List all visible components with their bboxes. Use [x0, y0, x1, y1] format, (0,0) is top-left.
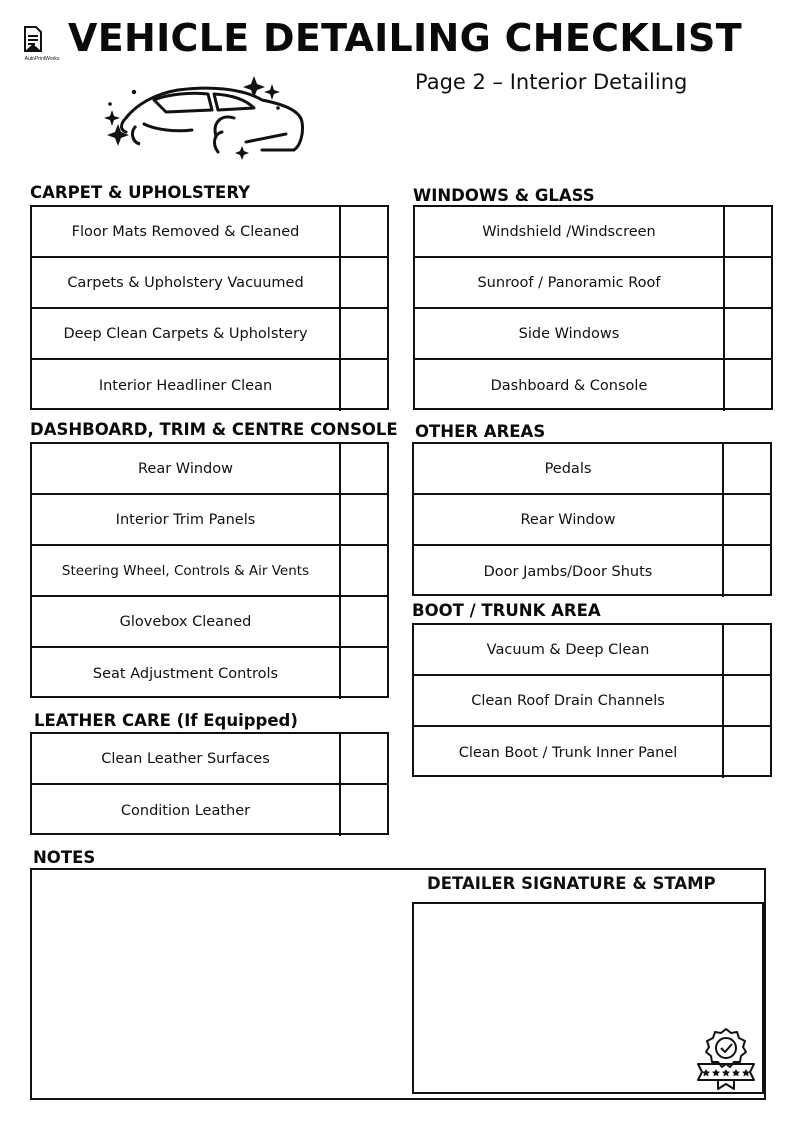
item-label: Sunroof / Panoramic Roof	[477, 274, 661, 291]
checkbox[interactable]	[339, 444, 387, 493]
checklist-row	[414, 495, 770, 546]
checkbox[interactable]	[339, 495, 387, 544]
checklist-row	[414, 727, 770, 778]
item-label: Clean Boot / Trunk Inner Panel	[458, 744, 678, 761]
checklist-row	[415, 360, 771, 411]
checkbox[interactable]	[723, 258, 771, 307]
page-subtitle: Page 2 – Interior Detailing	[415, 70, 688, 94]
checkbox[interactable]	[339, 309, 387, 358]
checkbox[interactable]	[339, 648, 387, 699]
checklist-row	[32, 597, 387, 648]
checklist-row	[32, 734, 387, 785]
item-label: Clean Roof Drain Channels	[471, 692, 665, 709]
checkbox[interactable]	[722, 625, 770, 674]
item-label: Interior Trim Panels	[115, 511, 256, 528]
checkbox[interactable]	[723, 207, 771, 256]
checklist-row	[415, 309, 771, 360]
item-label: Seat Adjustment Controls	[92, 665, 279, 682]
checkbox[interactable]	[722, 444, 770, 493]
checklist-row	[414, 625, 770, 676]
checklist-row	[32, 648, 387, 699]
item-label: Side Windows	[518, 325, 620, 342]
section-title-boot: BOOT / TRUNK AREA	[412, 601, 601, 620]
checklist-carpet	[30, 205, 389, 410]
item-label: Pedals	[544, 460, 592, 477]
award-stamp-icon	[694, 1026, 758, 1090]
item-label: Deep Clean Carpets & Upholstery	[63, 325, 308, 342]
item-label: Steering Wheel, Controls & Air Vents	[61, 562, 310, 579]
checkbox[interactable]	[722, 495, 770, 544]
item-label: Carpets & Upholstery Vacuumed	[67, 274, 304, 291]
checklist-dashboard	[30, 442, 389, 698]
checklist-row	[32, 495, 387, 546]
item-label: Windshield /Windscreen	[482, 223, 656, 240]
item-label: Dashboard & Console	[490, 377, 648, 394]
checklist-row	[414, 676, 770, 727]
item-label: Interior Headliner Clean	[98, 377, 273, 394]
section-title-carpet: CARPET & UPHOLSTERY	[30, 183, 251, 202]
checklist-row	[32, 546, 387, 597]
notes-title: NOTES	[33, 848, 96, 867]
checkbox[interactable]	[722, 676, 770, 725]
checkbox[interactable]	[339, 734, 387, 783]
item-label: Clean Leather Surfaces	[101, 750, 270, 767]
item-label: Vacuum & Deep Clean	[486, 641, 650, 658]
checklist-row	[32, 360, 387, 411]
checkbox[interactable]	[722, 727, 770, 778]
checklist-row	[32, 207, 387, 258]
item-label: Door Jambs/Door Shuts	[483, 563, 653, 580]
checklist-windows	[413, 205, 773, 410]
checklist-row	[32, 258, 387, 309]
checklist-other	[412, 442, 772, 596]
item-label: Rear Window	[138, 460, 233, 477]
checkbox[interactable]	[339, 207, 387, 256]
checklist-row	[32, 785, 387, 836]
checklist-row	[414, 546, 770, 597]
checklist-row	[415, 258, 771, 309]
checkbox[interactable]	[339, 785, 387, 836]
checkbox[interactable]	[723, 309, 771, 358]
item-label: Condition Leather	[120, 802, 251, 819]
checkbox[interactable]	[723, 360, 771, 411]
signature-title: DETAILER SIGNATURE & STAMP	[427, 874, 716, 893]
checkbox[interactable]	[339, 360, 387, 411]
section-title-dashboard: DASHBOARD, TRIM & CENTRE CONSOLE	[30, 420, 398, 439]
section-title-windows: WINDOWS & GLASS	[413, 186, 595, 205]
logo-text: AutoPrintWorks	[24, 56, 60, 62]
checkbox[interactable]	[339, 546, 387, 595]
checklist-row	[32, 444, 387, 495]
page-title: VEHICLE DETAILING CHECKLIST	[68, 16, 742, 60]
item-label: Glovebox Cleaned	[119, 613, 252, 630]
checkbox[interactable]	[339, 597, 387, 646]
checkbox[interactable]	[339, 258, 387, 307]
item-label: Rear Window	[520, 511, 616, 528]
item-label: Floor Mats Removed & Cleaned	[71, 223, 300, 240]
checklist-boot	[412, 623, 772, 777]
section-title-other: OTHER AREAS	[415, 422, 546, 441]
checklist-leather	[30, 732, 389, 835]
checklist-row	[415, 207, 771, 258]
car-icon	[96, 70, 312, 162]
checklist-row	[414, 444, 770, 495]
checkbox[interactable]	[722, 546, 770, 597]
checklist-row	[32, 309, 387, 360]
section-title-leather: LEATHER CARE (If Equipped)	[34, 711, 298, 730]
